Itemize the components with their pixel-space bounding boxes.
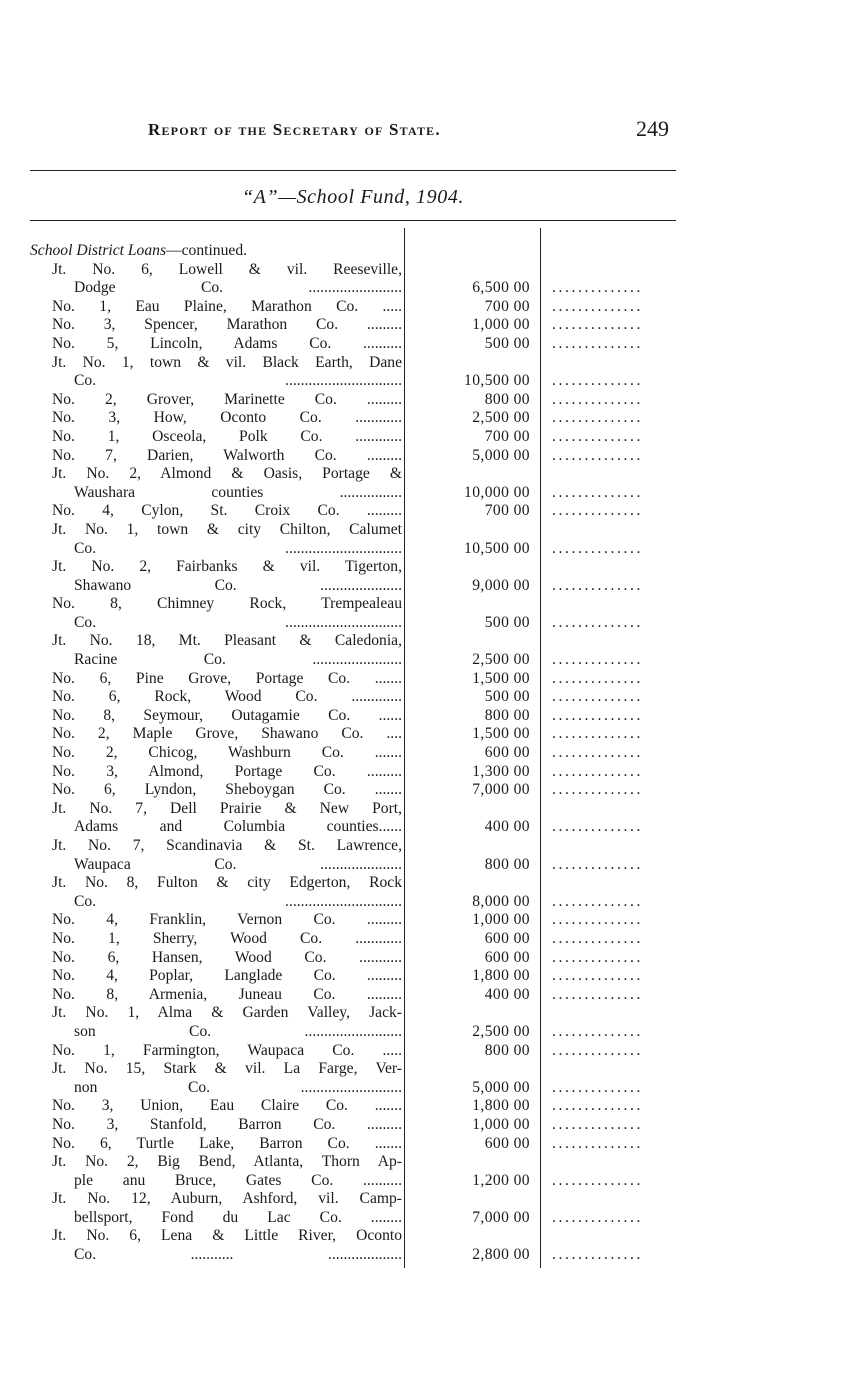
loan-entry: Jt. No. 7, Scandinavia & St. Lawrence, xyxy=(52,837,402,854)
dot-leader: .............. xyxy=(552,1115,643,1133)
title-rule xyxy=(30,220,676,221)
loan-amount: 1,200 00 xyxy=(472,1171,530,1189)
loan-amount: 2,500 00 xyxy=(472,409,530,427)
loan-entry: No. 6, Rock, Wood Co. ............. xyxy=(52,688,402,706)
dot-leader: .............. xyxy=(552,502,643,520)
loan-continuation: Co. .............................. xyxy=(74,539,402,557)
loan-entry: No. 6, Hansen, Wood Co. ........... xyxy=(52,948,402,966)
loan-continuation: Waushara counties ................ xyxy=(74,483,402,501)
dot-leader: .............. xyxy=(552,967,643,985)
loan-amount: 1,300 00 xyxy=(472,762,530,780)
section-label: School District Loans xyxy=(30,242,167,259)
dot-leader xyxy=(546,261,680,280)
dot-leader: .............. xyxy=(552,334,643,352)
loan-amount: 800 00 xyxy=(484,390,530,408)
dot-leader xyxy=(546,1153,680,1172)
loan-amount: 600 00 xyxy=(484,948,530,966)
dot-leader: .............. xyxy=(552,1022,643,1040)
loan-amount: 800 00 xyxy=(484,855,530,873)
loan-amount: 2,500 00 xyxy=(472,1022,530,1040)
dot-leader: .............. xyxy=(552,613,643,631)
loan-amount: 8,000 00 xyxy=(472,892,530,910)
loan-amount: 7,000 00 xyxy=(472,1208,530,1226)
empty-column xyxy=(546,242,680,1265)
dot-leader: .............. xyxy=(552,279,643,297)
dot-leader: .............. xyxy=(552,1171,643,1189)
loan-amount: 1,000 00 xyxy=(472,316,530,334)
dot-leader: .............. xyxy=(552,855,643,873)
loan-entry: No. 3, Stanfold, Barron Co. ......... xyxy=(52,1115,402,1133)
loan-amount xyxy=(410,558,536,577)
dot-leader xyxy=(546,1227,680,1246)
loan-amount xyxy=(410,595,536,614)
dot-leader: .............. xyxy=(552,427,643,445)
loan-entry: No. 2, Grover, Marinette Co. ......... xyxy=(52,390,402,408)
section-suffix: —continued. xyxy=(166,242,248,259)
loan-entry: No. 3, Spencer, Marathon Co. ......... xyxy=(52,316,402,334)
loan-entry: No. 8, Armenia, Juneau Co. ......... xyxy=(52,985,402,1003)
dot-leader: .............. xyxy=(552,929,643,947)
loan-continuation: ple anu Bruce, Gates Co. .......... xyxy=(74,1171,402,1189)
loan-amount: 700 00 xyxy=(484,502,530,520)
column-divider-right xyxy=(540,228,541,1268)
loan-amount: 1,800 00 xyxy=(472,967,530,985)
loan-continuation: Dodge Co. ........................ xyxy=(74,279,402,297)
dot-leader: .............. xyxy=(552,688,643,706)
loan-entry: Jt. No. 7, Dell Prairie & New Port, xyxy=(52,799,402,817)
dot-leader: .............. xyxy=(552,372,643,390)
loan-entry: Jt. No. 2, Almond & Oasis, Portage & xyxy=(52,465,402,483)
dot-leader xyxy=(546,1060,680,1079)
loan-entry: No. 3, How, Oconto Co. ............ xyxy=(52,409,402,427)
loan-entry: Jt. No. 2, Fairbanks & vil. Tigerton, xyxy=(52,558,402,576)
loan-amount: 1,000 00 xyxy=(472,1115,530,1133)
amount-column xyxy=(410,242,536,1265)
dot-leader: .............. xyxy=(552,911,643,929)
loan-amount: 500 00 xyxy=(484,613,530,631)
dot-leader: .............. xyxy=(552,818,643,836)
amount-cell xyxy=(410,242,536,261)
loan-amount: 1,000 00 xyxy=(472,911,530,929)
loan-entry: Jt. No. 8, Fulton & city Edgerton, Rock xyxy=(52,874,402,892)
loan-amount: 600 00 xyxy=(484,1134,530,1152)
dot-leader: .............. xyxy=(552,1208,643,1226)
dot-leader xyxy=(546,874,680,893)
loan-amount: 1,500 00 xyxy=(472,669,530,687)
loan-entry: No. 3, Almond, Portage Co. ......... xyxy=(52,762,402,780)
loan-entry: No. 6, Pine Grove, Portage Co. ....... xyxy=(52,669,402,687)
dot-leader: .............. xyxy=(552,781,643,799)
dot-leader: .............. xyxy=(552,1078,643,1096)
loan-amount: 800 00 xyxy=(484,706,530,724)
loan-amount: 10,500 00 xyxy=(464,372,530,390)
loan-amount xyxy=(410,1190,536,1209)
loan-entry: No. 1, Eau Plaine, Marathon Co. ..... xyxy=(52,297,402,315)
loan-entry: Jt. No. 6, Lowell & vil. Reeseville, xyxy=(52,260,402,278)
dot-leader: .............. xyxy=(552,706,643,724)
dot-leader xyxy=(546,595,680,614)
loan-entry: No. 7, Darien, Walworth Co. ......... xyxy=(52,446,402,464)
loan-entry: Jt. No. 1, town & city Chilton, Calumet xyxy=(52,520,402,538)
dot-leader xyxy=(546,1004,680,1023)
loan-continuation: Racine Co. ....................... xyxy=(74,651,402,669)
loan-continuation: Co. .............................. xyxy=(74,613,402,631)
loan-entry: No. 6, Turtle Lake, Barron Co. ....... xyxy=(52,1134,402,1152)
loan-amount: 5,000 00 xyxy=(472,1078,530,1096)
loan-entry: No. 8, Seymour, Outagamie Co. ...... xyxy=(52,706,402,724)
loan-amount: 10,000 00 xyxy=(464,483,530,501)
loan-continuation: Co. .............................. xyxy=(74,892,402,910)
column-divider-left xyxy=(404,228,405,1268)
loan-amount xyxy=(410,1060,536,1079)
loan-amount: 2,800 00 xyxy=(472,1246,530,1264)
loan-amount: 1,800 00 xyxy=(472,1097,530,1115)
loan-entry: No. 1, Farmington, Waupaca Co. ..... xyxy=(52,1041,402,1059)
header-rule xyxy=(30,170,676,171)
loan-continuation: Waupaca Co. ..................... xyxy=(74,855,402,873)
description-column xyxy=(30,242,402,1265)
loan-continuation: son Co. ......................... xyxy=(74,1022,402,1040)
table-title: “A”—School Fund, 1904. xyxy=(241,186,465,208)
loan-amount: 400 00 xyxy=(484,818,530,836)
dot-leader: .............. xyxy=(552,390,643,408)
loan-amount: 800 00 xyxy=(484,1041,530,1059)
dot-leader: .............. xyxy=(552,1041,643,1059)
loan-entry: Jt. No. 6, Lena & Little River, Oconto xyxy=(52,1227,402,1245)
loan-amount xyxy=(410,800,536,819)
dot-leader xyxy=(546,1190,680,1209)
loan-amount: 1,500 00 xyxy=(472,725,530,743)
loan-entry: Jt. No. 18, Mt. Pleasant & Caledonia, xyxy=(52,632,402,650)
dot-leader: .............. xyxy=(552,762,643,780)
loan-amount: 2,500 00 xyxy=(472,651,530,669)
loan-entry: No. 1, Sherry, Wood Co. ............ xyxy=(52,929,402,947)
loan-amount: 600 00 xyxy=(484,929,530,947)
loan-amount: 10,500 00 xyxy=(464,539,530,557)
loan-entry: Jt. No. 15, Stark & vil. La Farge, Ver- xyxy=(52,1060,402,1078)
dot-leader xyxy=(546,354,680,373)
loan-amount: 6,500 00 xyxy=(472,279,530,297)
loan-amount: 7,000 00 xyxy=(472,781,530,799)
dot-leader xyxy=(546,558,680,577)
loan-amount: 500 00 xyxy=(484,688,530,706)
loan-entry: No. 6, Lyndon, Sheboygan Co. ....... xyxy=(52,781,402,799)
loan-amount: 400 00 xyxy=(484,985,530,1003)
loan-entry: Jt. No. 1, Alma & Garden Valley, Jack- xyxy=(52,1004,402,1022)
page-header-title: Report of the Secretary of State. xyxy=(148,120,441,139)
loan-entry: Jt. No. 2, Big Bend, Atlanta, Thorn Ap- xyxy=(52,1153,402,1171)
loan-entry: No. 1, Osceola, Polk Co. ............ xyxy=(52,427,402,445)
loan-entry: No. 4, Poplar, Langlade Co. ......... xyxy=(52,967,402,985)
loan-amount: 500 00 xyxy=(484,334,530,352)
loan-entry: No. 4, Franklin, Vernon Co. ......... xyxy=(52,911,402,929)
loan-amount: 700 00 xyxy=(484,427,530,445)
loan-amount: 5,000 00 xyxy=(472,446,530,464)
loan-continuation: Adams and Columbia counties...... xyxy=(74,818,402,836)
loan-entry: No. 3, Union, Eau Claire Co. ....... xyxy=(52,1097,402,1115)
dot-leader: .............. xyxy=(552,669,643,687)
loan-amount: 700 00 xyxy=(484,297,530,315)
loan-entry: Jt. No. 1, town & vil. Black Earth, Dane xyxy=(52,353,402,371)
dot-leader: .............. xyxy=(552,892,643,910)
dot-leader: .............. xyxy=(552,409,643,427)
dot-leader: .............. xyxy=(552,1246,643,1264)
dot-leader: .............. xyxy=(552,948,643,966)
loan-continuation: non Co. .......................... xyxy=(74,1078,402,1096)
dot-leader: .............. xyxy=(552,744,643,762)
dot-leader: .............. xyxy=(552,297,643,315)
loan-continuation: Co. ........... ................... xyxy=(74,1246,402,1264)
dot-leader xyxy=(546,465,680,484)
dot-leader: .............. xyxy=(552,316,643,334)
dot-leader: .............. xyxy=(552,1097,643,1115)
dot-leader: .............. xyxy=(552,651,643,669)
page-number: 249 xyxy=(636,116,669,141)
loan-amount xyxy=(410,837,536,856)
dot-leader xyxy=(546,521,680,540)
dot-leader: .............. xyxy=(552,446,643,464)
loan-amount xyxy=(410,354,536,373)
dot-leader xyxy=(546,632,680,651)
loan-continuation: Co. .............................. xyxy=(74,372,402,390)
loan-amount: 9,000 00 xyxy=(472,576,530,594)
loan-continuation: bellsport, Fond du Lac Co. ........ xyxy=(74,1208,402,1226)
dot-leader: .............. xyxy=(552,725,643,743)
loan-amount xyxy=(410,1004,536,1023)
dot-leader: .............. xyxy=(552,576,643,594)
loan-amount: 600 00 xyxy=(484,744,530,762)
dot-leader: .............. xyxy=(552,985,643,1003)
loan-amount xyxy=(410,1227,536,1246)
dot-leader xyxy=(546,800,680,819)
loan-amount xyxy=(410,1153,536,1172)
section-heading xyxy=(30,242,402,261)
loan-amount xyxy=(410,465,536,484)
dot-leader: .............. xyxy=(552,1134,643,1152)
loan-entry: No. 2, Chicog, Washburn Co. ....... xyxy=(52,744,402,762)
loan-entry: No. 5, Lincoln, Adams Co. .......... xyxy=(52,334,402,352)
dot-leader: .............. xyxy=(552,483,643,501)
dot-leader xyxy=(546,837,680,856)
loan-amount xyxy=(410,874,536,893)
loan-amount xyxy=(410,632,536,651)
loan-entry: No. 4, Cylon, St. Croix Co. ......... xyxy=(52,502,402,520)
loan-entry: No. 8, Chimney Rock, Trempealeau xyxy=(52,595,402,613)
loan-entry: No. 2, Maple Grove, Shawano Co. .... xyxy=(52,725,402,743)
loan-entry: Jt. No. 12, Auburn, Ashford, vil. Camp- xyxy=(52,1190,402,1208)
loan-amount xyxy=(410,521,536,540)
dot-leader: .............. xyxy=(552,539,643,557)
empty-cell xyxy=(546,242,680,261)
loan-continuation: Shawano Co. ..................... xyxy=(74,576,402,594)
loan-amount xyxy=(410,261,536,280)
